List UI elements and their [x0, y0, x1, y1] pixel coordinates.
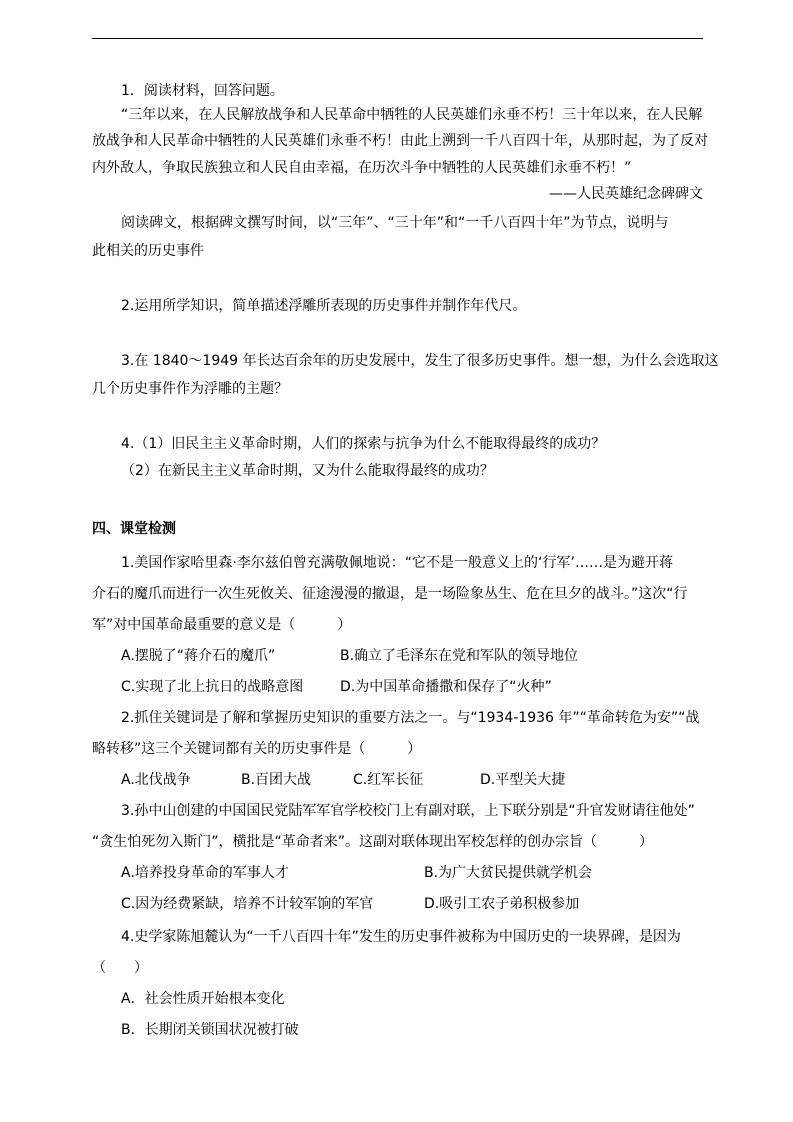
question-3-line: “贪生怕死勿入斯门”，横批是“革命者来”。这副对联体现出军校怎样的创办宗旨（ ）	[92, 834, 654, 850]
question-3-line: 3.孙中山创建的中国国民党陆军军官学校校门上有副对联，上下联分别是“升官发财请往他处”	[121, 803, 695, 819]
question-1-option-a: A.摆脱了“蒋介石的魔爪”	[121, 648, 276, 664]
reading-q4-part1: 4.（1）旧民主主义革命时期，人们的探索与抗争为什么不能取得最终的成功？	[121, 436, 606, 452]
quote-line: “三年以来，在人民解放战争和人民革命中牺牲的人民英雄们永垂不朽！三十年以来，在人民解	[121, 107, 703, 123]
reading-q3-line: 3.在 1840～1949 年长达百余年的历史发展中，发生了很多历史事件。想一想，为什么会选取这	[121, 353, 719, 369]
question-1-line: 1.美国作家哈里森·李尔兹伯曾充满敬佩地说：“它不是一般意义上的‘行军’……是为避开蒋	[121, 555, 673, 571]
question-1-line: 军”对中国革命最重要的意义是（ ）	[92, 617, 352, 633]
reading-q3-line: 几个历史事件作为浮雕的主题？	[92, 381, 288, 397]
header-rule	[92, 38, 703, 39]
question-3-option-c: C.因为经费紧缺，培养不计较军饷的军官	[121, 896, 374, 912]
reading-q1-title: 1．阅读材料，回答问题。	[121, 83, 284, 99]
question-4-line: （ ）	[92, 960, 148, 976]
question-2-line: 略转移”这三个关键词都有关的历史事件是（ ）	[92, 741, 422, 757]
question-4-line: 4.史学家陈旭麓认为“一千八百四十年”发生的历史事件被称为中国历史的一块界碑，是因为	[121, 929, 681, 945]
question-2-line: 2.抓住关键词是了解和掌握历史知识的重要方法之一。与“1934-1936 年”“革命转危为安”“战	[121, 710, 700, 726]
question-1-line: 介石的魔爪而进行一次生死攸关、征途漫漫的撤退，是一场险象丛生、危在旦夕的战斗。”这次“行	[92, 586, 688, 602]
quote-line: 内外敌人，争取民族独立和人民自由幸福，在历次斗争中牺牲的人民英雄们永垂不朽！”	[92, 160, 632, 176]
question-2-option-b: B.百团大战	[241, 772, 312, 788]
question-2-option-c: C.红军长征	[353, 772, 424, 788]
reading-q4-part2: （2）在新民主主义革命时期，又为什么能取得最终的成功？	[121, 463, 494, 479]
question-4-option-a: A．社会性质开始根本变化	[121, 991, 285, 1007]
reading-task-line: 此相关的历史事件	[92, 243, 204, 259]
quote-line: 放战争和人民革命中牺牲的人民英雄们永垂不朽！由此上溯到一千八百四十年，从那时起，为了反对	[92, 133, 708, 149]
question-4-option-b: B．长期闭关锁国状况被打破	[121, 1022, 299, 1038]
reading-q2: 2.运用所学知识，简单描述浮雕所表现的历史事件并制作年代尺。	[121, 298, 527, 314]
question-1-option-d: D.为中国革命播撒和保存了“火种”	[340, 679, 552, 695]
question-3-option-a: A.培养投身革命的军事人才	[121, 865, 289, 881]
section-heading: 四、课堂检测	[92, 521, 176, 537]
question-2-option-d: D.平型关大捷	[480, 772, 566, 788]
question-3-option-d: D.吸引工农子弟积极参加	[424, 896, 580, 912]
question-1-option-c: C.实现了北上抗日的战略意图	[121, 679, 304, 695]
quote-source: ——人民英雄纪念碑碑文	[549, 186, 703, 202]
question-1-option-b: B.确立了毛泽东在党和军队的领导地位	[340, 648, 579, 664]
reading-task-line: 阅读碑文，根据碑文撰写时间，以“三年”、“三十年”和“一千八百四十年”为节点，说明与	[121, 215, 669, 231]
question-2-option-a: A.北伐战争	[121, 772, 191, 788]
question-3-option-b: B.为广大贫民提供就学机会	[424, 865, 593, 881]
